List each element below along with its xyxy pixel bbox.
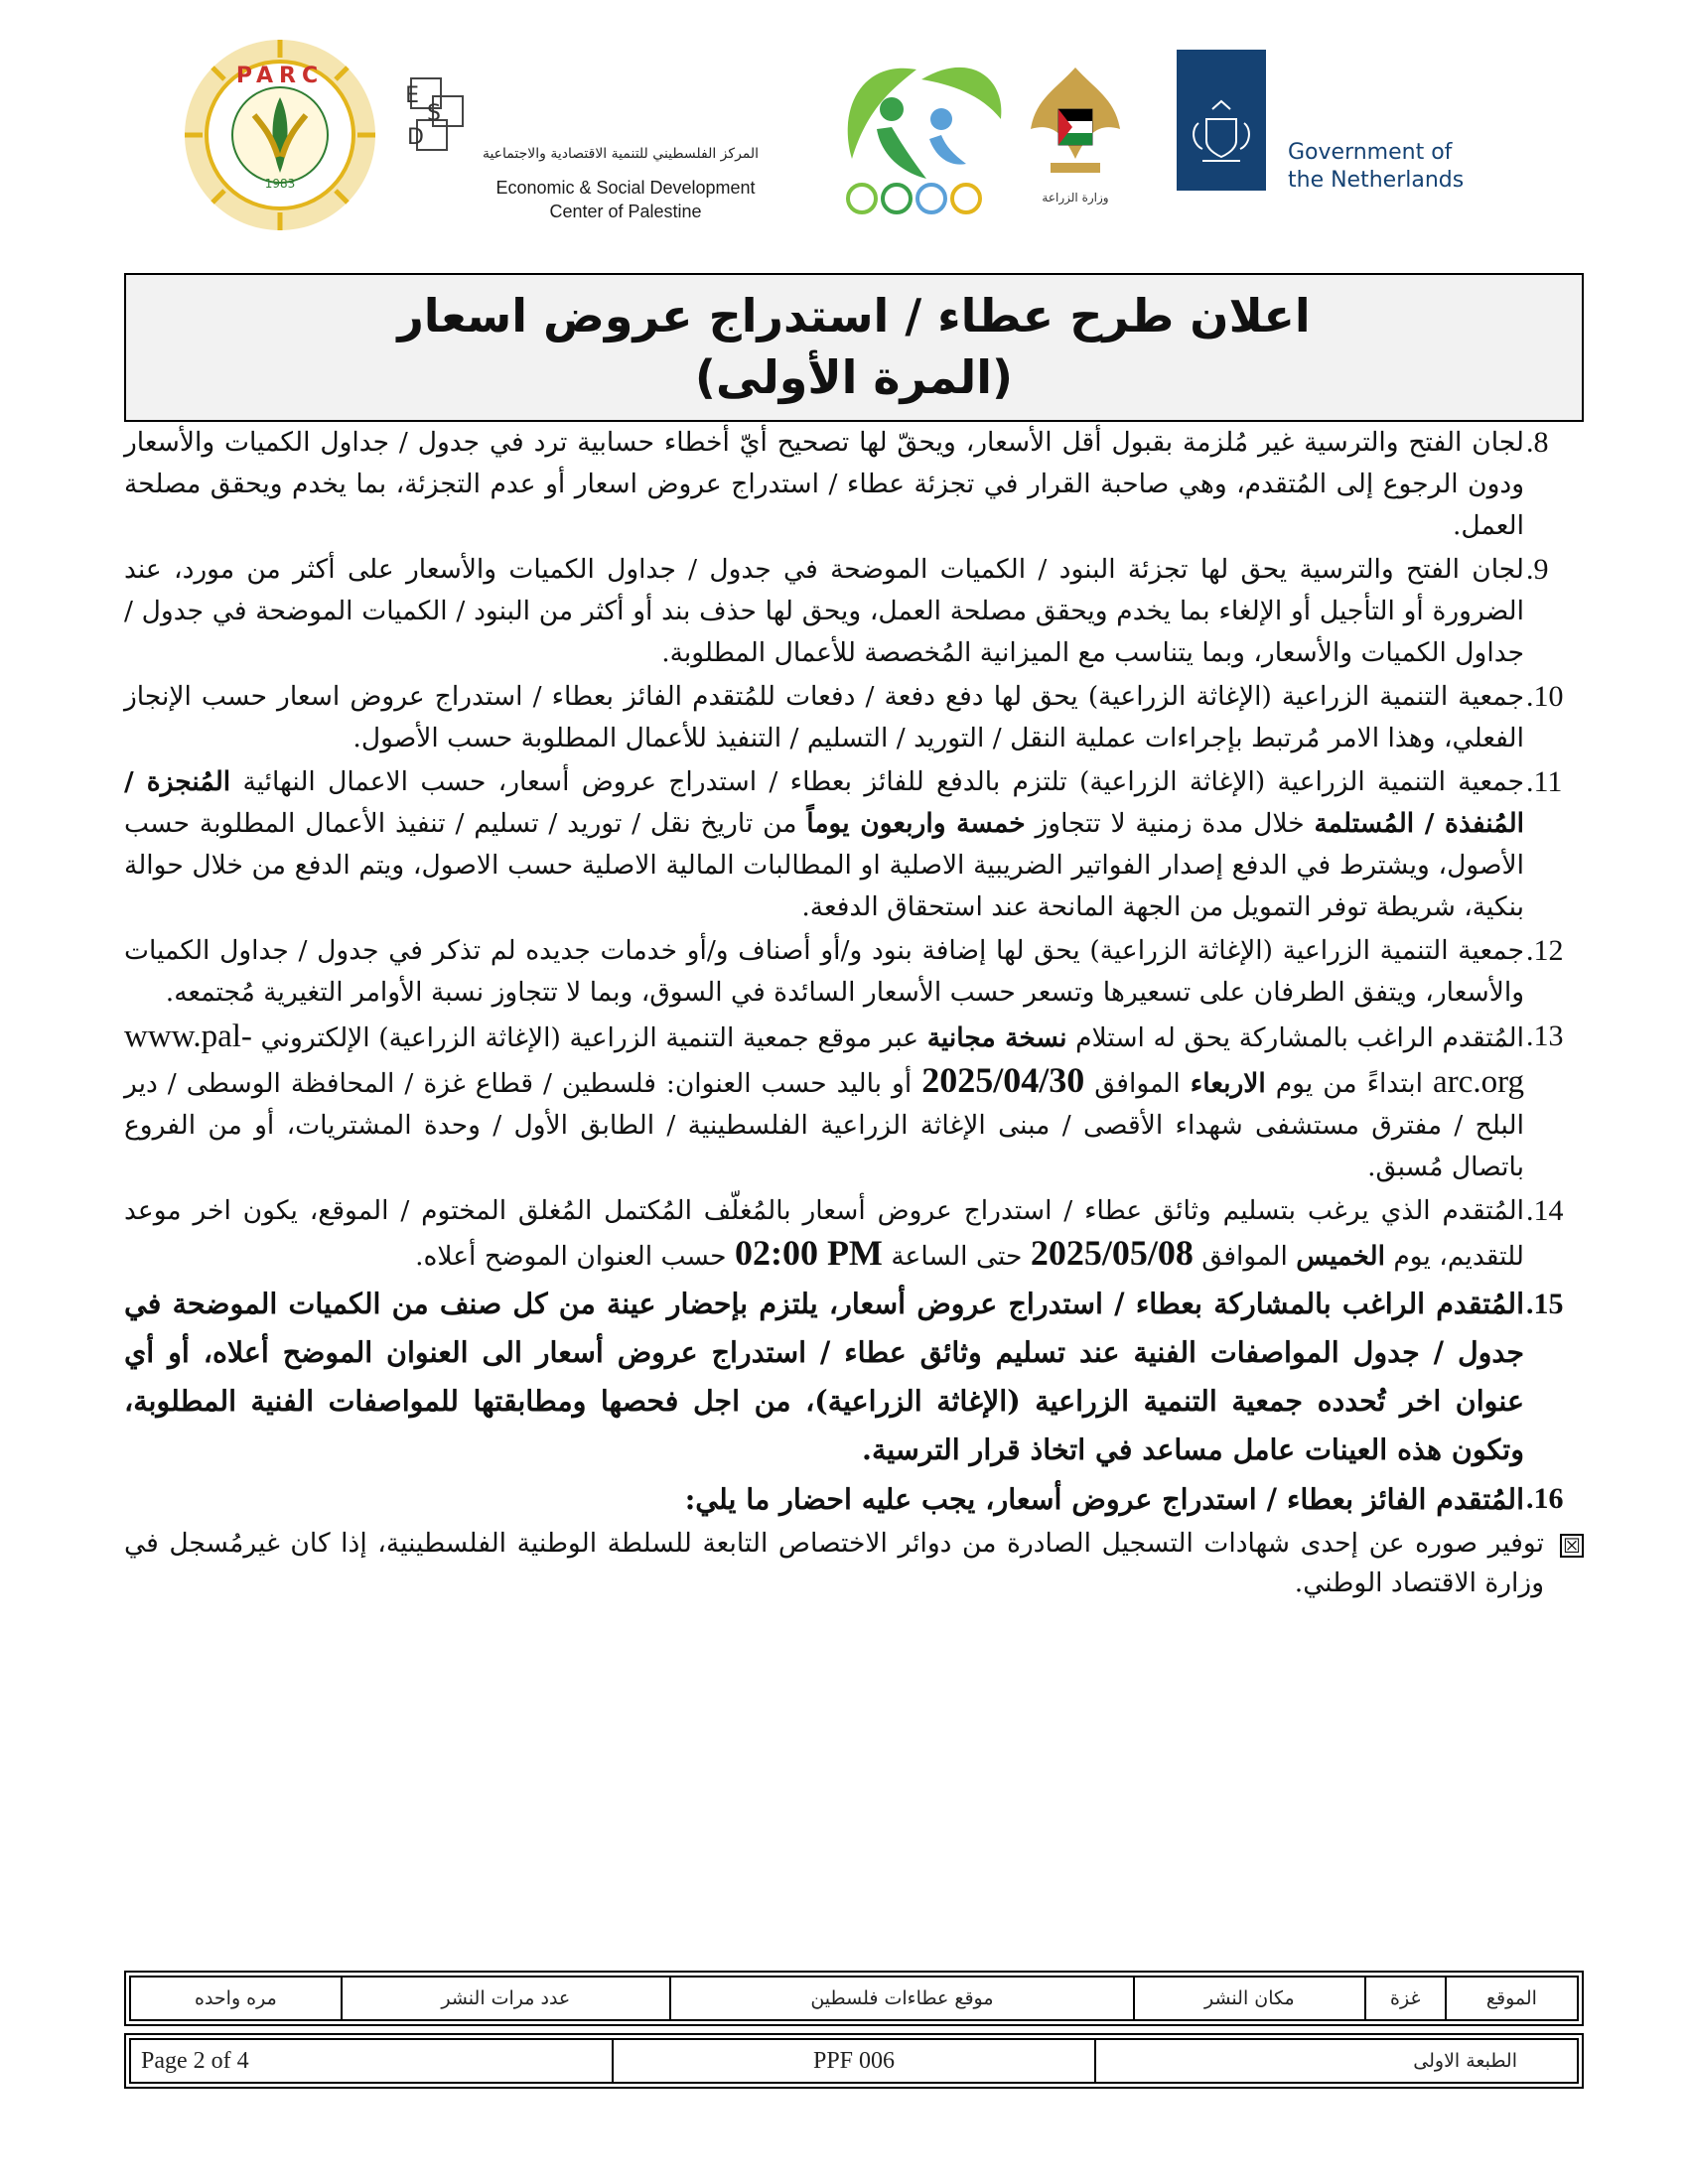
esd-english-line2: Center of Palestine	[549, 202, 702, 221]
term-text: المُتقدم الراغب بالمشاركة بعطاء / استدراج عروض أسعار، يلتزم بإحضار عينة من كل صنف من الكميات الموضحة في جدول / جدول المواصفات الفنية عند تسليم وثائق عطاء / استدراج عروض أسعار الى العنوان الموضح أعلاه، أو أي عنوان اخر تُحدده جمعية التنمية الزراعية (الإغاثة الزراعية)، من اجل فحصها ومطابقتها للمواصفات الفنية المطلوبة، وتكون هذه العينات عامل مساعد في اتخاذ قرار الترسية.	[124, 1287, 1524, 1466]
leaf-people-logo	[822, 50, 1011, 223]
netherlands-coat-of-arms-icon	[1177, 50, 1266, 191]
publication-info-table	[124, 1971, 1584, 2026]
ministry-caption: وزارة الزراعة	[1042, 191, 1109, 205]
term-text-part: أو باليد حسب العنوان: فلسطين / قطاع غزة / المحافظة الوسطى / دير البلح / مفترق مستشفى شهداء الأقصى / مبنى الإغاثة الزراعية الفلسطينية / الطابق الأول / وحدة المشتريات، أو من الفروع باتصال مُسبق.	[124, 1068, 1524, 1182]
term-number: .11	[1526, 765, 1563, 798]
start-date: 2025/04/30	[921, 1060, 1085, 1100]
term-item-10	[124, 676, 1584, 759]
free-copy-label: نسخة مجانية	[926, 1023, 1067, 1053]
document-info-table	[124, 2033, 1584, 2089]
term-number: .8	[1526, 426, 1549, 459]
term-text-part: من تاريخ نقل / توريد / تسليم / تنفيذ الأعمال المطلوبة حسب الأصول، ويشترط في الدفع إصدار الفواتير الضريبية الاصلية او المطالبات المالية الاصلية حسب الاصول، ويتم الدفع من خلال حوالة بنكية، شريطة توفر التمويل من الجهة المانحة عند استحقاق الدفعة.	[124, 808, 1524, 922]
esd-arabic-name: المركز الفلسطيني للتنمية الاقتصادية والاجتماعية	[482, 146, 760, 162]
footer-cell: مكان النشر	[1134, 1977, 1365, 2020]
term-number: .13	[1526, 1020, 1564, 1052]
footer-cell: مره واحده	[130, 1977, 342, 2020]
term-text: جمعية التنمية الزراعية (الإغاثة الزراعية) يحق لها إضافة بنود و/أو أصناف و/أو خدمات جديده لم تذكر في جدول / جداول الكميات والأسعار، ويتفق الطرفان على تسعيرها وتسعر حسب الأسعار السائدة في السوق، وبما لا تتجاوز نسبة الأوامر التغيرية مُجتمعه.	[124, 935, 1524, 1008]
netherlands-logo	[1177, 50, 1494, 199]
term-text-part: الموافق	[1084, 1068, 1191, 1099]
checked-box-icon: ☒	[1560, 1534, 1584, 1558]
term-text-part: خلال مدة زمنية لا تتجاوز	[1025, 808, 1315, 839]
term-text-part: الموافق	[1193, 1241, 1297, 1272]
deadline-day: الخميس	[1296, 1241, 1385, 1272]
page-number: Page 2 of 4	[130, 2039, 613, 2083]
footer-cell: موقع عطاءات فلسطين	[670, 1977, 1134, 2020]
svg-text:D: D	[407, 125, 424, 150]
parc-logo	[183, 38, 377, 232]
term-text: لجان الفتح والترسية يحق لها تجزئة البنود / الكميات الموضحة في جدول / جداول الكميات والأسعار على أكثر من مورد، عند الضرورة أو التأجيل أو الإلغاء بما يخدم ويحقق مصلحة العمل، ويحق لها حذف بند أو أكثر من البنود / الكميات الموضحة في جدول / جداول الكميات والأسعار، وبما يتناسب مع الميزانية المُخصصة للأعمال المطلوبة.	[124, 554, 1524, 668]
term-text: جمعية التنمية الزراعية (الإغاثة الزراعية) يحق لها دفع دفعة / دفعات للمُتقدم الفائز بعطاء / استدراج عروض اسعار حسب الإنجاز الفعلي، وهذا الامر مُرتبط بإجراءات عملية النقل / التوريد / التسليم / التنفيذ للأعمال المطلوبة حسب الأصول.	[124, 681, 1524, 753]
edition-label: الطبعة الاولى	[1095, 2039, 1578, 2083]
term-text: لجان الفتح والترسية غير مُلزمة بقبول أقل الأسعار، ويحقّ لها تصحيح أيّ أخطاء حسابية ترد في جدول / جداول الكميات والأسعار ودون الرجوع إلى المُتقدم، وهي صاحبة القرار في تجزئة عطاء / استدراج عروض اسعار أو عدم التجزئة، بما يخدم ويحقق مصلحة العمل.	[124, 427, 1524, 541]
requirement-item	[124, 1524, 1584, 1603]
term-text-part: ابتداءً من يوم	[1265, 1068, 1434, 1099]
term-text-part: المُتقدم الذي يرغب بتسليم وثائق عطاء / استدراج عروض أسعار بالمُغلّف المُكتمل المُغلق المختوم / الموقع، يكون اخر موعد للتقديم، يوم	[124, 1195, 1524, 1272]
logo-strip	[0, 30, 1688, 221]
term-number: .16	[1526, 1482, 1564, 1515]
term-text-part: المُتقدم الراغب بالمشاركة يحق له استلام	[1066, 1023, 1524, 1053]
term-item-15	[124, 1280, 1584, 1474]
term-item-8	[124, 422, 1584, 547]
term-text: المُتقدم الفائز بعطاء / استدراج عروض أسعار، يجب عليه احضار ما يلي:	[684, 1482, 1524, 1516]
term-item-16	[124, 1476, 1584, 1522]
term-text-part: جمعية التنمية الزراعية (الإغاثة الزراعية) تلتزم بالدفع للفائز بعطاء / استدراج عروض أسعار، حسب الاعمال النهائية	[230, 766, 1524, 797]
payment-period: خمسة واربعون يوماً	[806, 808, 1026, 839]
announcement-title: اعلان طرح عطاء / استدراج عروض اسعار	[397, 289, 1311, 342]
term-number: .15	[1526, 1288, 1564, 1320]
term-item-13	[124, 1016, 1584, 1188]
announcement-title-box	[124, 273, 1584, 422]
svg-text:S: S	[427, 101, 441, 126]
netherlands-line2: the Netherlands	[1288, 168, 1465, 193]
svg-text:E: E	[405, 83, 419, 108]
esd-logo	[405, 74, 784, 221]
footer-cell: الموقع	[1446, 1977, 1578, 2020]
term-bold-text: المُنجزة / المُنفذة / المُستلمة	[124, 766, 1525, 839]
start-day: الاربعاء	[1190, 1068, 1266, 1099]
term-item-9	[124, 549, 1584, 674]
term-number: .9	[1526, 553, 1549, 586]
term-text-part: عبر موقع جمعية التنمية الزراعية (الإغاثة الزراعية) الإلكتروني	[251, 1023, 927, 1053]
netherlands-name	[1288, 139, 1464, 195]
parc-initials: PARC	[235, 64, 325, 88]
term-number: .12	[1526, 934, 1564, 967]
term-number: .14	[1526, 1194, 1564, 1227]
term-item-12	[124, 930, 1584, 1014]
term-item-11	[124, 761, 1584, 928]
ministry-emblem	[1021, 60, 1130, 218]
netherlands-line1: Government of	[1288, 140, 1453, 165]
form-code: PPF 006	[613, 2039, 1095, 2083]
website-link[interactable]: www.pal-arc.org	[124, 1019, 1524, 1100]
term-text-part: حتى الساعة	[882, 1241, 1031, 1272]
esd-english-line1: Economic & Social Development	[495, 178, 756, 198]
term-number: .10	[1526, 680, 1564, 713]
announcement-subtitle: (المرة الأولى)	[694, 350, 1014, 404]
requirement-text: توفير صوره عن إحدى شهادات التسجيل الصادرة من دوائر الاختصاص التابعة للسلطة الوطنية الفلسطينية، إذا كان غيرمُسجل في وزارة الاقتصاد الوطني.	[124, 1528, 1544, 1598]
term-text-part: حسب العنوان الموضح أعلاه.	[415, 1241, 735, 1272]
footer-cell: عدد مرات النشر	[342, 1977, 670, 2020]
parc-year: 1983	[264, 177, 296, 191]
term-item-14	[124, 1190, 1584, 1278]
deadline-time: 02:00 PM	[734, 1233, 883, 1273]
terms-list	[124, 422, 1584, 1603]
footer-cell: غزة	[1365, 1977, 1446, 2020]
deadline-date: 2025/05/08	[1030, 1233, 1194, 1273]
